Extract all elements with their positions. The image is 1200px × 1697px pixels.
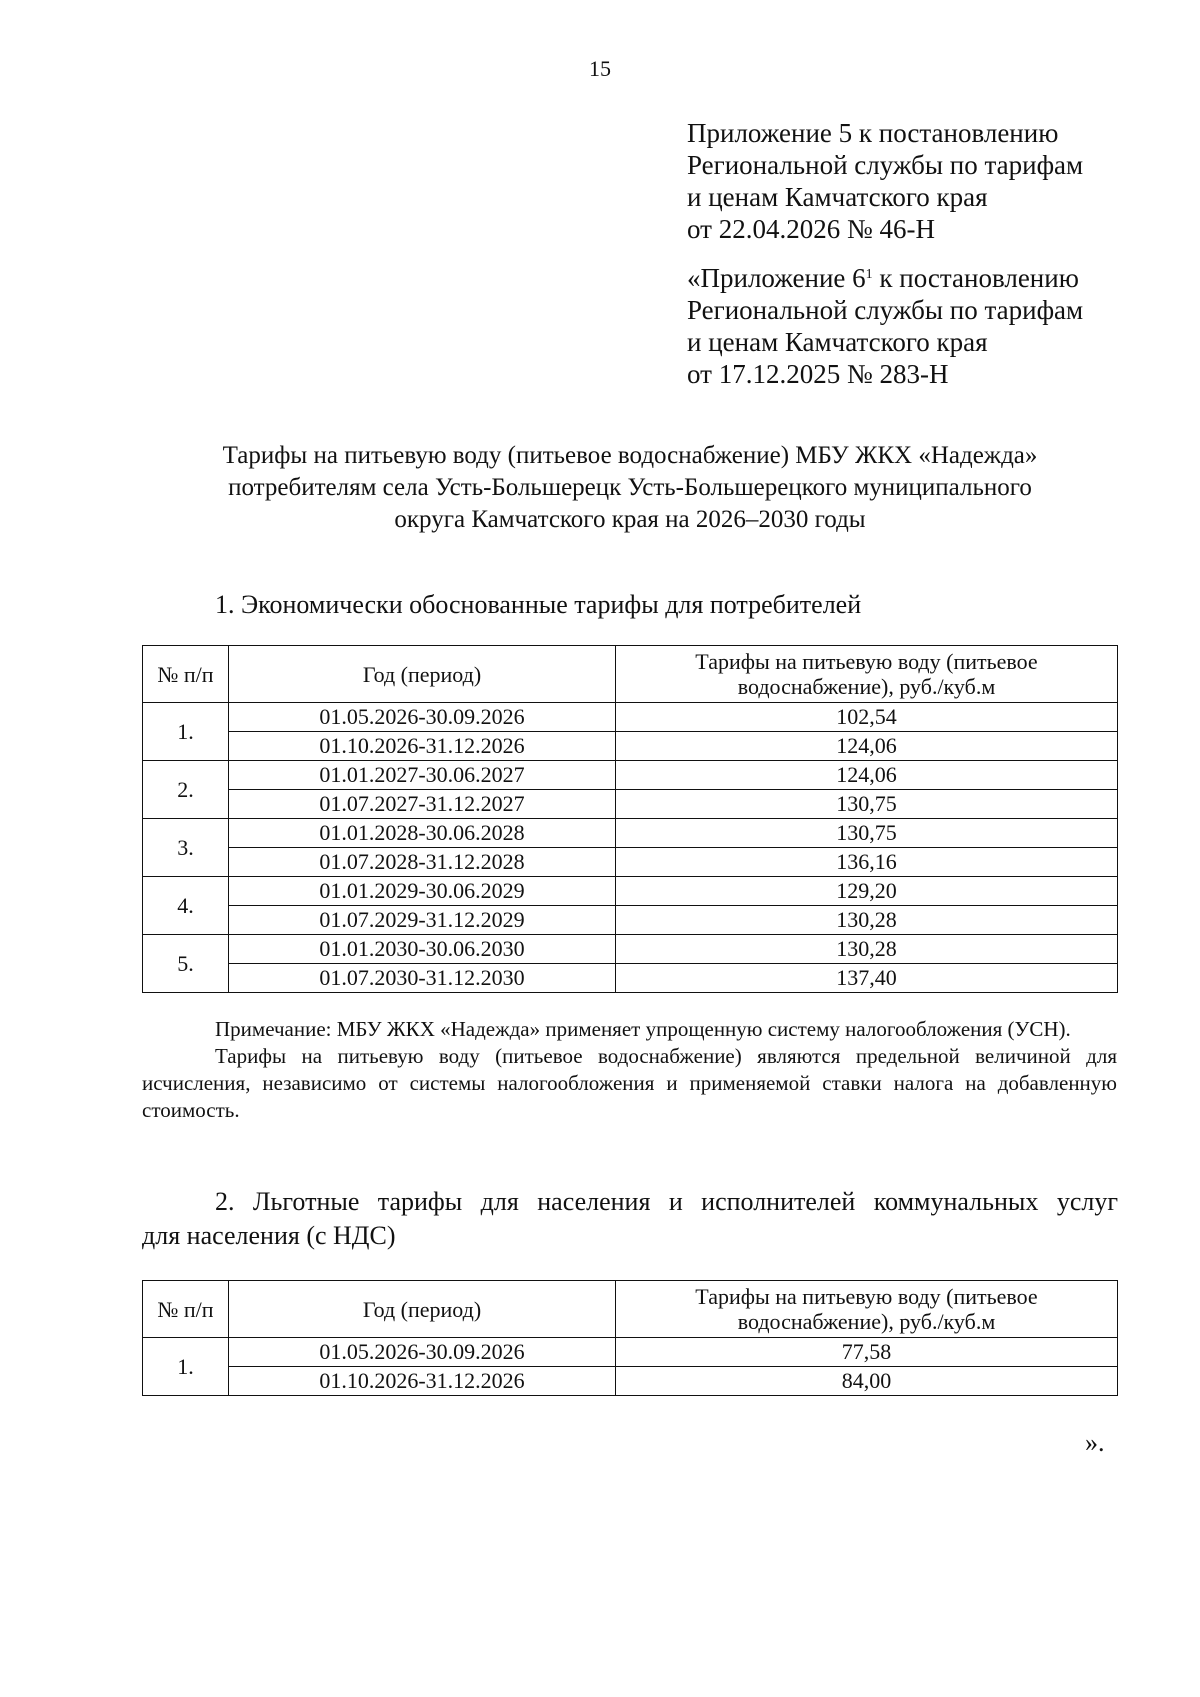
note-block bbox=[142, 1016, 1117, 1124]
tariff-cell: 130,28 bbox=[616, 906, 1118, 935]
section1-heading bbox=[142, 588, 1118, 622]
period-cell: 01.07.2027-31.12.2027 bbox=[229, 790, 616, 819]
closing-quote-mark: ». bbox=[1085, 1428, 1105, 1457]
tariff-cell: 130,75 bbox=[616, 790, 1118, 819]
section2-heading bbox=[142, 1185, 1118, 1253]
table-row bbox=[143, 761, 1118, 790]
period-cell: 01.07.2030-31.12.2030 bbox=[229, 964, 616, 993]
header-number: № п/п bbox=[143, 1281, 229, 1338]
table-row bbox=[143, 964, 1118, 993]
appendix-current-line: и ценам Камчатского края bbox=[687, 182, 988, 212]
table-header-row bbox=[143, 646, 1118, 703]
title-line: потребителям села Усть-Большерецк Усть-Большерецкого муниципального bbox=[228, 474, 1032, 501]
page-number: 15 bbox=[589, 56, 611, 81]
appendix-original-line: и ценам Камчатского края bbox=[687, 327, 988, 357]
appendix-original-line: Региональной службы по тарифам bbox=[687, 295, 1084, 325]
header-number: № п/п bbox=[143, 646, 229, 703]
title-line: Тарифы на питьевую воду (питьевое водоснабжение) МБУ ЖКХ «Надежда» bbox=[222, 442, 1038, 469]
table-header-row bbox=[143, 1281, 1118, 1338]
row-number: 1. bbox=[143, 1338, 229, 1396]
appendix-original-title-rest: к постановлению bbox=[872, 263, 1079, 293]
tariff-cell: 136,16 bbox=[616, 848, 1118, 877]
header-period: Год (период) bbox=[229, 646, 616, 703]
appendix-original-title: «Приложение 6 bbox=[687, 263, 866, 293]
note-paragraph: Тарифы на питьевую воду (питьевое водоснабжение) являются предельной величиной для исчисления, независимо от системы налогообложения и применяемой ставки налога на добавленную стоимость. bbox=[142, 1044, 1117, 1122]
period-cell: 01.05.2026-30.09.2026 bbox=[229, 1338, 616, 1367]
appendix-original-line: от 17.12.2025 № 283-Н bbox=[687, 359, 949, 389]
period-cell: 01.01.2030-30.06.2030 bbox=[229, 935, 616, 964]
period-cell: 01.10.2026-31.12.2026 bbox=[229, 1367, 616, 1396]
appendix-superscript: 1 bbox=[865, 267, 873, 282]
tariff-cell: 124,06 bbox=[616, 732, 1118, 761]
table-row bbox=[143, 790, 1118, 819]
row-number: 3. bbox=[143, 819, 229, 877]
title-line: округа Камчатского края на 2026–2030 годы bbox=[394, 506, 866, 533]
tariff-cell: 124,06 bbox=[616, 761, 1118, 790]
tariff-cell: 137,40 bbox=[616, 964, 1118, 993]
table-row bbox=[143, 906, 1118, 935]
period-cell: 01.07.2029-31.12.2029 bbox=[229, 906, 616, 935]
period-cell: 01.10.2026-31.12.2026 bbox=[229, 732, 616, 761]
appendix-current-line: Региональной службы по тарифам bbox=[687, 150, 1084, 180]
header-tariff: Тарифы на питьевую воду (питьевое водоснабжение), руб./куб.м bbox=[616, 1281, 1118, 1338]
appendix-original-block bbox=[687, 262, 1167, 390]
appendix-current-line: от 22.04.2026 № 46-Н bbox=[687, 214, 935, 244]
tariff-cell: 130,28 bbox=[616, 935, 1118, 964]
economic-tariffs-table bbox=[142, 645, 1118, 993]
preferential-tariffs-table bbox=[142, 1280, 1118, 1396]
period-cell: 01.01.2027-30.06.2027 bbox=[229, 761, 616, 790]
row-number: 4. bbox=[143, 877, 229, 935]
section2-heading-line: для населения (с НДС) bbox=[142, 1221, 396, 1250]
header-period: Год (период) bbox=[229, 1281, 616, 1338]
period-cell: 01.05.2026-30.09.2026 bbox=[229, 703, 616, 732]
row-number: 2. bbox=[143, 761, 229, 819]
note-paragraph: Примечание: МБУ ЖКХ «Надежда» применяет упрощенную систему налогообложения (УСН). bbox=[215, 1017, 1071, 1041]
tariff-cell: 102,54 bbox=[616, 703, 1118, 732]
appendix-current-block bbox=[687, 117, 1167, 245]
table-row bbox=[143, 1338, 1118, 1367]
appendix-original-line bbox=[687, 262, 1167, 294]
header-tariff: Тарифы на питьевую воду (питьевое водоснабжение), руб./куб.м bbox=[616, 646, 1118, 703]
section1-heading-text: 1. Экономически обоснованные тарифы для потребителей bbox=[215, 590, 862, 619]
tariff-cell: 130,75 bbox=[616, 819, 1118, 848]
table-row bbox=[143, 819, 1118, 848]
table-row bbox=[143, 703, 1118, 732]
row-number: 1. bbox=[143, 703, 229, 761]
table-row bbox=[143, 935, 1118, 964]
appendix-current-line: Приложение 5 к постановлению bbox=[687, 118, 1059, 148]
period-cell: 01.07.2028-31.12.2028 bbox=[229, 848, 616, 877]
period-cell: 01.01.2029-30.06.2029 bbox=[229, 877, 616, 906]
document-title bbox=[142, 440, 1118, 536]
table-row bbox=[143, 848, 1118, 877]
table-row bbox=[143, 877, 1118, 906]
section2-heading-line: 2. Льготные тарифы для населения и исполнителей коммунальных услуг bbox=[215, 1187, 1118, 1216]
tariff-cell: 84,00 bbox=[616, 1367, 1118, 1396]
tariff-cell: 77,58 bbox=[616, 1338, 1118, 1367]
table-row bbox=[143, 732, 1118, 761]
period-cell: 01.01.2028-30.06.2028 bbox=[229, 819, 616, 848]
tariff-cell: 129,20 bbox=[616, 877, 1118, 906]
row-number: 5. bbox=[143, 935, 229, 993]
table-row bbox=[143, 1367, 1118, 1396]
